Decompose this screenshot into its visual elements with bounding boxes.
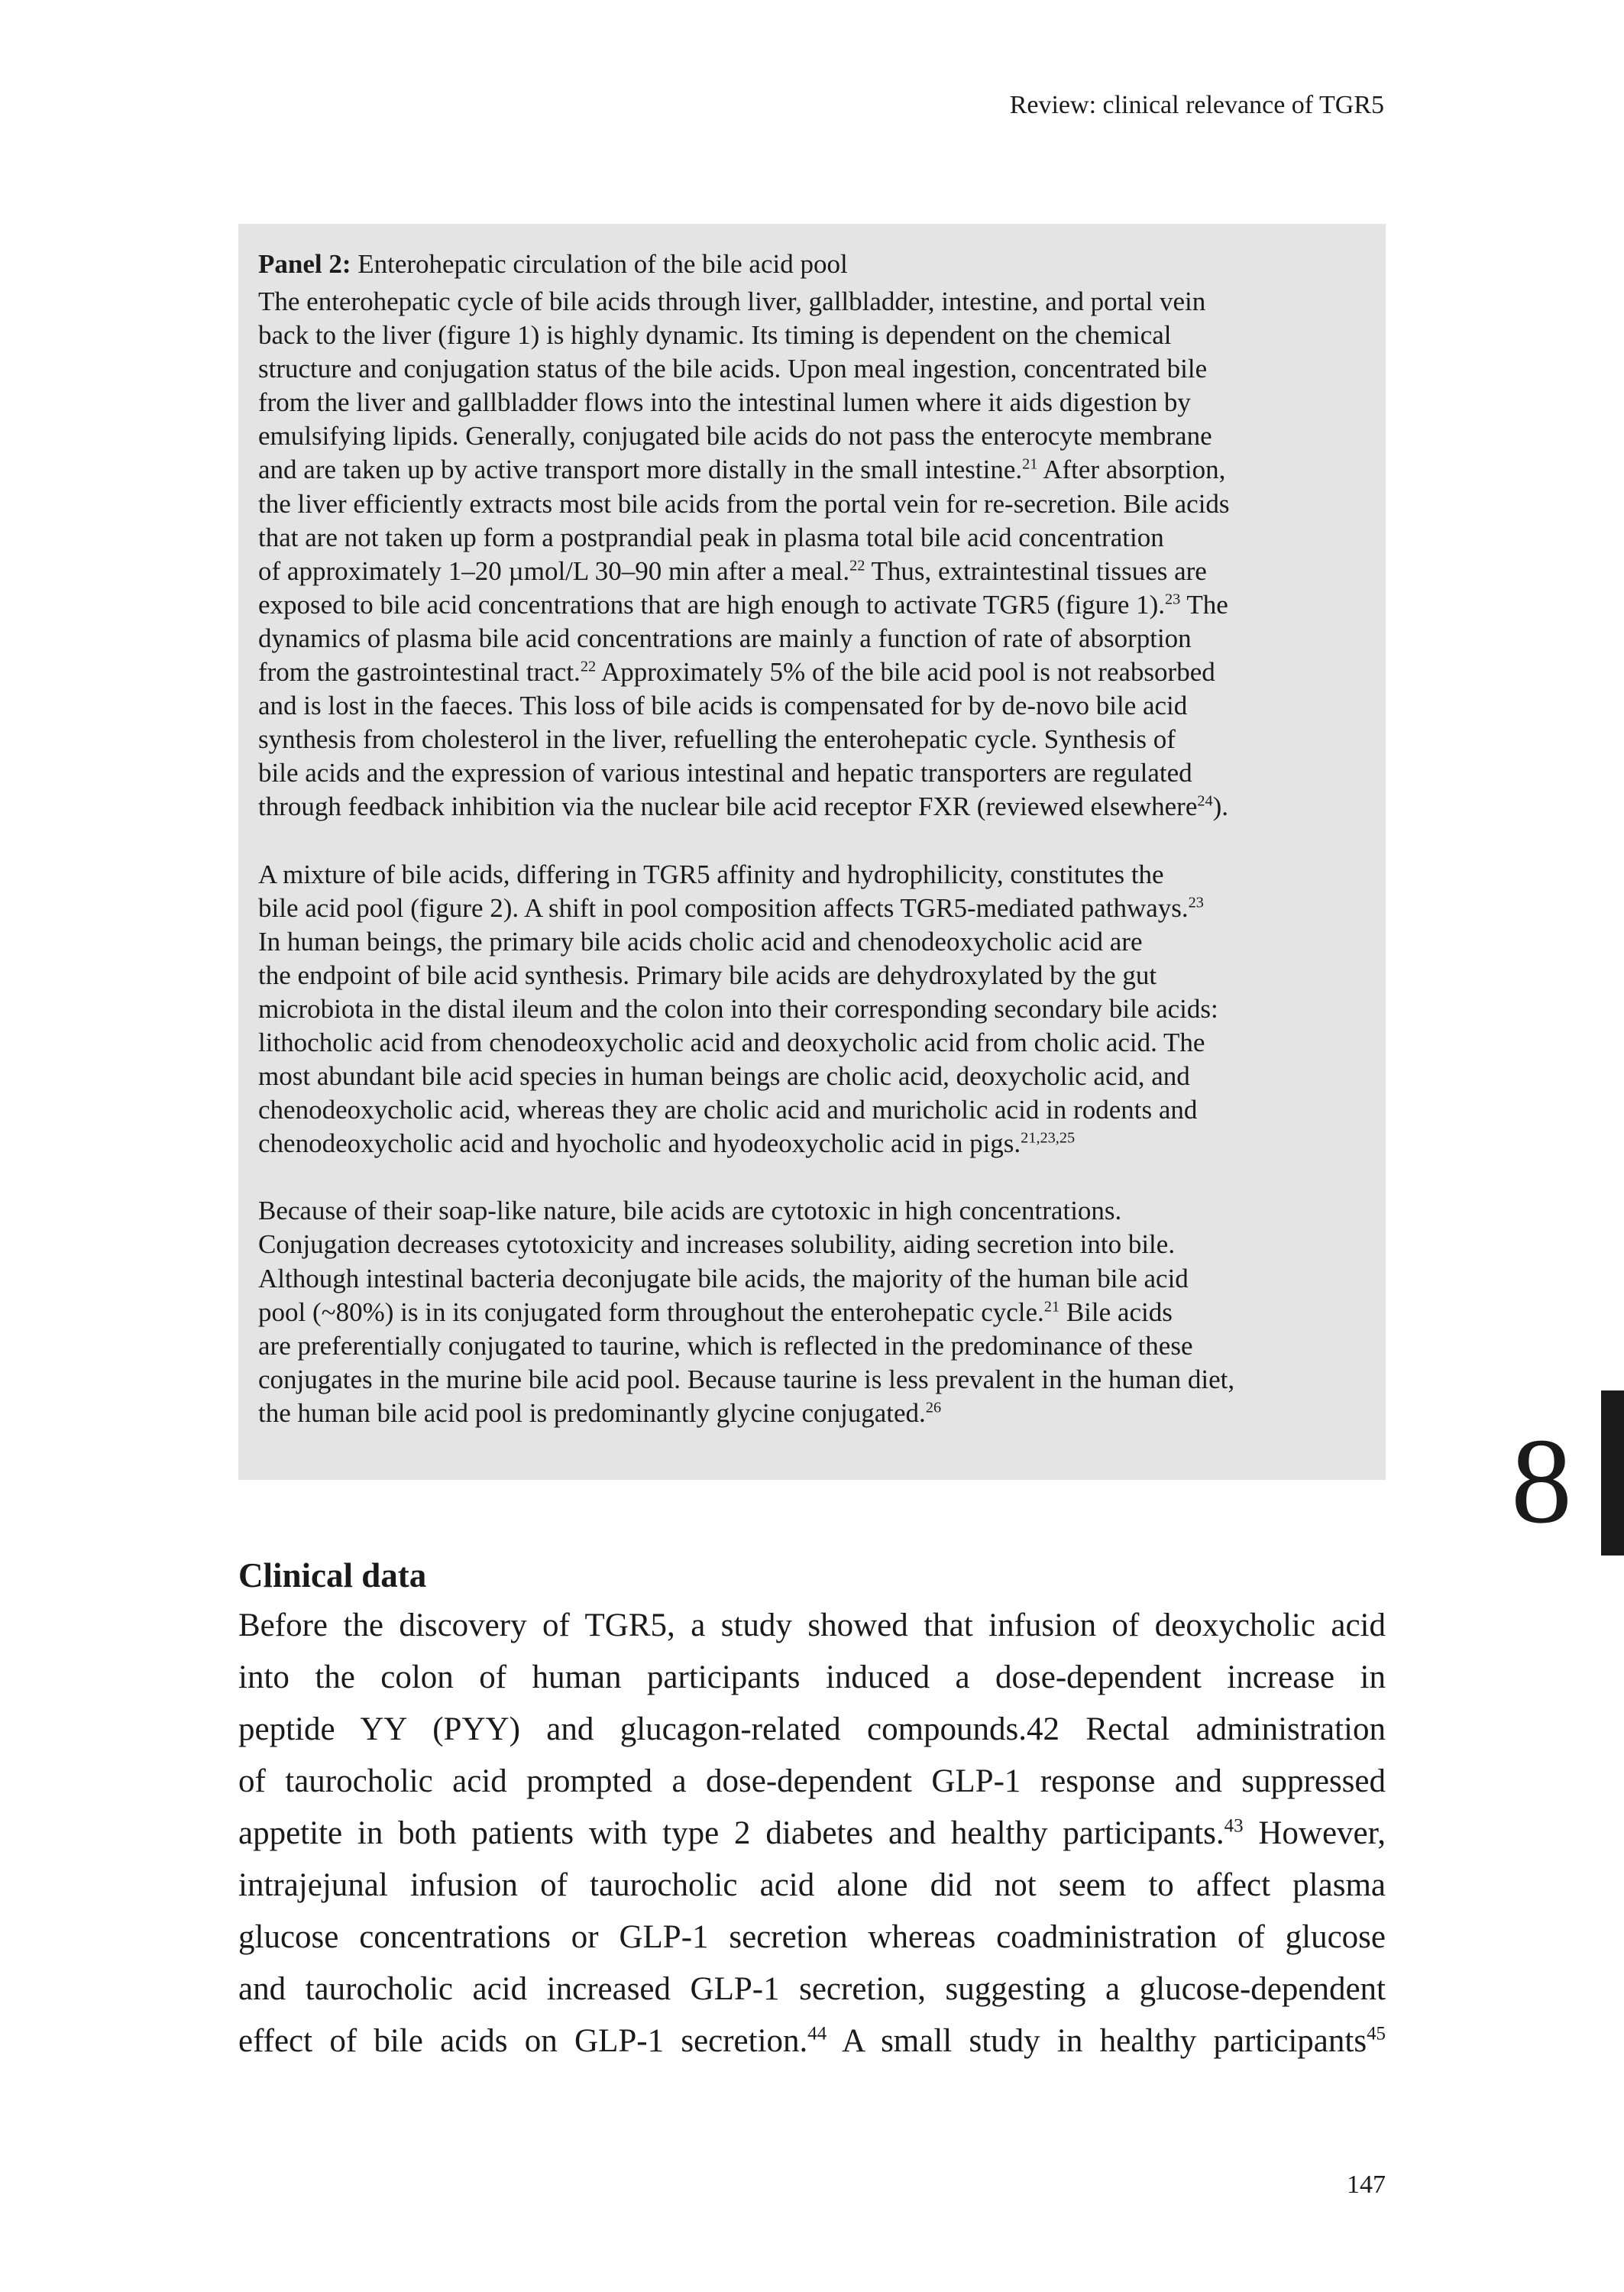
citation-superscript: 23 xyxy=(1165,591,1181,608)
panel-text-line xyxy=(258,1093,1366,1127)
page-number: 147 xyxy=(1347,2171,1386,2199)
panel-text-line xyxy=(258,588,1366,622)
panel-text-line xyxy=(258,622,1366,656)
text-run: chenodeoxycholic acid and hyocholic and hyodeoxycholic acid in pigs. xyxy=(258,1128,1021,1159)
panel-text-line xyxy=(258,858,1366,892)
citation-superscript: 23 xyxy=(1188,894,1204,911)
body-text-line xyxy=(238,1963,1386,2015)
citation-superscript: 22 xyxy=(580,658,597,675)
panel-text-line xyxy=(258,386,1366,419)
text-run: most abundant bile acid species in human beings are cholic acid, deoxycholic acid, and xyxy=(258,1061,1190,1092)
text-run: Although intestinal bacteria deconjugate bile acids, the majority of the human bile acid xyxy=(258,1263,1189,1293)
text-run: Thus, extraintestinal tissues are xyxy=(865,555,1207,586)
panel-text-line xyxy=(258,1026,1366,1060)
section-heading: Clinical data xyxy=(238,1556,427,1594)
panel-paragraphs xyxy=(258,285,1366,1430)
text-run: bile acids and the expression of various intestinal and hepatic transporters are regulated xyxy=(258,758,1192,788)
text-run: and taurocholic acid increased GLP-1 secretion, suggesting a glucose-dependent xyxy=(238,1971,1386,2007)
text-run: structure and conjugation status of the bile acids. Upon meal ingestion, concentrated bile xyxy=(258,354,1208,384)
panel-text-line xyxy=(258,1296,1366,1329)
text-run: Because of their soap-like nature, bile acids are cytotoxic in high concentrations. xyxy=(258,1196,1122,1226)
text-run: chenodeoxycholic acid, whereas they are cholic acid and muricholic acid in rodents and xyxy=(258,1095,1198,1125)
citation-superscript: 24 xyxy=(1197,792,1213,810)
text-run: exposed to bile acid concentrations that are high enough to activate TGR5 (figure 1). xyxy=(258,589,1166,620)
panel-text-line xyxy=(258,487,1366,521)
body-text-line xyxy=(238,1704,1386,1756)
text-run: through feedback inhibition via the nuclear bile acid receptor FXR (reviewed elsewhere xyxy=(258,792,1198,822)
panel-text-line xyxy=(258,1127,1366,1161)
panel-text-line xyxy=(258,1194,1366,1228)
panel-box xyxy=(238,224,1386,1480)
panel-title-text: Enterohepatic circulation of the bile acid pool xyxy=(357,249,848,279)
text-run: Approximately 5% of the bile acid pool is not reabsorbed xyxy=(596,657,1215,688)
body-text-line xyxy=(238,1860,1386,1912)
panel-text-line xyxy=(258,352,1366,386)
text-run: and are taken up by active transport more distally in the small intestine. xyxy=(258,455,1023,485)
panel-title xyxy=(258,247,1366,282)
text-run: lithocholic acid from chenodeoxycholic acid and deoxycholic acid from cholic acid. The xyxy=(258,1027,1205,1057)
panel-text-line xyxy=(258,1363,1366,1397)
panel-text-line xyxy=(258,1329,1366,1363)
text-run: into the colon of human participants induced a dose-dependent increase in xyxy=(238,1659,1386,1695)
running-header: Review: clinical relevance of TGR5 xyxy=(1009,91,1384,119)
text-run: effect of bile acids on GLP-1 secretion. xyxy=(238,2023,808,2059)
text-run: After absorption, xyxy=(1037,455,1226,485)
panel-text-line xyxy=(258,959,1366,992)
panel-text-line xyxy=(258,319,1366,352)
text-run: bile acid pool (figure 2). A shift in pool composition affects TGR5-mediated pathways. xyxy=(258,892,1189,923)
body-text-line xyxy=(238,2015,1386,2067)
text-run: from the gastrointestinal tract. xyxy=(258,657,581,688)
text-run: back to the liver (figure 1) is highly dynamic. Its timing is dependent on the chemical xyxy=(258,320,1172,351)
body-text-line xyxy=(238,1756,1386,1808)
panel-text-line xyxy=(258,1060,1366,1093)
text-run: intrajejunal infusion of taurocholic acid alone did not seem to affect plasma xyxy=(238,1867,1386,1903)
text-run: the human bile acid pool is predominantly glycine conjugated. xyxy=(258,1397,926,1428)
text-run: synthesis from cholesterol in the liver, refuelling the enterohepatic cycle. Synthesis of xyxy=(258,724,1176,755)
panel-text-line xyxy=(258,1228,1366,1261)
text-run: the liver efficiently extracts most bile acids from the portal vein for re-secretion. Bile acids xyxy=(258,488,1230,519)
citation-superscript: 22 xyxy=(849,557,865,575)
body-text-line xyxy=(238,1912,1386,1963)
text-run: peptide YY (PYY) and glucagon-related compounds.42 Rectal administration xyxy=(238,1711,1386,1747)
chapter-number: 8 xyxy=(1511,1413,1572,1549)
citation-superscript: 45 xyxy=(1367,2023,1386,2044)
panel-text-line xyxy=(258,285,1366,319)
text-run: pool (~80%) is in its conjugated form throughout the enterohepatic cycle. xyxy=(258,1297,1044,1327)
text-run: A mixture of bile acids, differing in TGR5 affinity and hydrophilicity, constitutes the xyxy=(258,859,1164,889)
citation-superscript: 21 xyxy=(1022,455,1038,473)
panel-text-line xyxy=(258,656,1366,689)
text-run: ). xyxy=(1212,792,1229,822)
body-text-line xyxy=(238,1808,1386,1860)
text-run: are preferentially conjugated to taurine, which is reflected in the predominance of these xyxy=(258,1330,1193,1361)
panel-text-line xyxy=(258,925,1366,959)
body-text xyxy=(238,1600,1386,2067)
text-run: The xyxy=(1180,589,1228,620)
panel-text-line xyxy=(258,790,1366,824)
panel-paragraph xyxy=(258,858,1366,1161)
panel-text-line xyxy=(258,419,1366,453)
text-run: Before the discovery of TGR5, a study showed that infusion of deoxycholic acid xyxy=(238,1607,1386,1643)
text-run: emulsifying lipids. Generally, conjugated bile acids do not pass the enterocyte membrane xyxy=(258,421,1212,452)
panel-paragraph xyxy=(258,1194,1366,1430)
text-run: The enterohepatic cycle of bile acids through liver, gallbladder, intestine, and portal vein xyxy=(258,286,1206,316)
text-run: of approximately 1–20 µmol/L 30–90 min after a meal. xyxy=(258,555,850,586)
panel-text-line xyxy=(258,555,1366,588)
body-text-line xyxy=(238,1652,1386,1704)
citation-superscript: 21,23,25 xyxy=(1021,1129,1076,1147)
panel-text-line xyxy=(258,1397,1366,1430)
text-run: glucose concentrations or GLP-1 secretion whereas coadministration of glucose xyxy=(238,1919,1386,1955)
text-run: that are not taken up form a postprandial peak in plasma total bile acid concentration xyxy=(258,522,1164,552)
text-run: A small study in healthy participants xyxy=(827,2023,1367,2059)
text-run: Bile acids xyxy=(1059,1297,1173,1327)
panel-text-line xyxy=(258,689,1366,723)
text-run: of taurocholic acid prompted a dose-dependent GLP-1 response and suppressed xyxy=(238,1763,1386,1799)
text-run: dynamics of plasma bile acid concentrations are mainly a function of rate of absorption xyxy=(258,623,1192,653)
panel-paragraph xyxy=(258,285,1366,824)
panel-text-line xyxy=(258,1262,1366,1296)
panel-text-line xyxy=(258,723,1366,756)
text-run: microbiota in the distal ileum and the colon into their corresponding secondary bile acids: xyxy=(258,993,1218,1024)
text-run: conjugates in the murine bile acid pool. Because taurine is less prevalent in the human diet, xyxy=(258,1364,1235,1394)
text-run: appetite in both patients with type 2 diabetes and healthy participants. xyxy=(238,1815,1224,1851)
chapter-tab xyxy=(1601,1390,1624,1556)
text-run: and is lost in the faeces. This loss of bile acids is compensated for by de-novo bile acid xyxy=(258,691,1188,721)
citation-superscript: 26 xyxy=(925,1399,942,1416)
text-run: In human beings, the primary bile acids cholic acid and chenodeoxycholic acid are xyxy=(258,926,1143,957)
text-run: However, xyxy=(1243,1815,1386,1851)
panel-text-line xyxy=(258,453,1366,487)
text-run: Conjugation decreases cytotoxicity and increases solubility, aiding secretion into bile. xyxy=(258,1229,1176,1260)
citation-superscript: 44 xyxy=(807,2023,827,2044)
panel-label: Panel 2: xyxy=(258,249,351,279)
panel-text-line xyxy=(258,892,1366,925)
panel-text-line xyxy=(258,992,1366,1026)
body-text-line xyxy=(238,1600,1386,1652)
panel-text-line xyxy=(258,756,1366,790)
citation-superscript: 43 xyxy=(1224,1815,1244,1837)
citation-superscript: 21 xyxy=(1043,1298,1060,1316)
panel-text-line xyxy=(258,521,1366,555)
text-run: the endpoint of bile acid synthesis. Primary bile acids are dehydroxylated by the gut xyxy=(258,960,1157,990)
text-run: from the liver and gallbladder flows into the intestinal lumen where it aids digestion by xyxy=(258,387,1191,418)
